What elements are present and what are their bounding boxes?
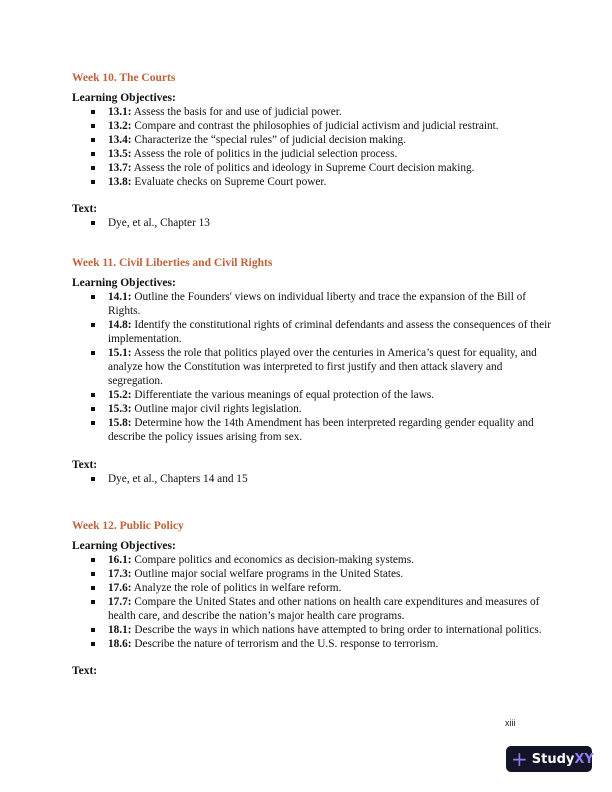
objective-item: [108, 133, 552, 147]
objective-item: [108, 402, 552, 416]
objective-item: [108, 290, 552, 318]
objective-id: 17.6:: [108, 582, 132, 594]
objective-text: Determine how the 14th Amendment has been interpreted regarding gender equality and describe the policy issues arising from sex.: [108, 417, 534, 443]
learning-objectives-label: Learning Objectives:: [72, 540, 176, 552]
learning-objectives-label: Learning Objectives:: [72, 92, 176, 104]
objective-id: 13.2:: [108, 120, 132, 132]
logo-accent: XY: [574, 751, 594, 767]
logo-text: Study: [531, 751, 575, 767]
objectives-list: [72, 290, 552, 444]
objective-id: 15.8:: [108, 417, 132, 429]
objective-text: Compare the United States and other nations on health care expenditures and measures of health care, and describe the nation’s major health care programs.: [108, 596, 540, 622]
objective-item: [108, 105, 552, 119]
objective-text: Characterize the “special rules” of judicial decision making.: [134, 134, 407, 146]
week-section: [72, 256, 552, 486]
text-label: Text:: [72, 665, 98, 677]
objective-item: [108, 147, 552, 161]
objective-text: Analyze the role of politics in welfare reform.: [133, 582, 342, 594]
objective-text: Describe the nature of terrorism and the U.S. response to terrorism.: [134, 638, 439, 650]
objective-text: Compare politics and economics as decision-making systems.: [134, 554, 414, 566]
objective-text: Outline the Founders' views on individual liberty and trace the expansion of the Bill of Rights.: [108, 291, 527, 317]
objective-id: 18.1:: [108, 624, 132, 636]
objective-text: Outline major civil rights legislation.: [134, 403, 302, 415]
text-label: Text:: [72, 203, 98, 215]
objective-item: [108, 388, 552, 402]
objective-id: 18.6:: [108, 638, 132, 650]
page-number: xiii: [505, 718, 516, 728]
objective-text: Outline major social welfare programs in the United States.: [134, 568, 404, 580]
objective-item: [108, 553, 552, 567]
objective-item: [108, 416, 552, 444]
objectives-list: [72, 553, 552, 651]
week-heading: Week 11. Civil Liberties and Civil Rights: [72, 257, 273, 269]
objectives-list: [72, 105, 552, 189]
text-item: Dye, et al., Chapter 13: [108, 216, 552, 230]
objective-id: 17.3:: [108, 568, 132, 580]
objective-text: Evaluate checks on Supreme Court power.: [134, 176, 327, 188]
objective-item: [108, 637, 552, 651]
objective-id: 14.1:: [108, 291, 132, 303]
week-heading: Week 10. The Courts: [72, 72, 176, 84]
objective-text: Assess the role of politics in the judicial selection process.: [133, 148, 398, 160]
studyxy-logo[interactable]: [506, 746, 592, 772]
text-item: Dye, et al., Chapters 14 and 15: [108, 472, 552, 486]
objective-item: [108, 623, 552, 637]
week-section: [72, 519, 552, 678]
objective-id: 13.8:: [108, 176, 132, 188]
objective-item: [108, 175, 552, 189]
objective-item: [108, 581, 552, 595]
objective-id: 15.3:: [108, 403, 132, 415]
objective-id: 14.8:: [108, 319, 132, 331]
objective-text: Identify the constitutional rights of criminal defendants and assess the consequences of their implementation.: [108, 319, 551, 345]
objective-item: [108, 119, 552, 133]
objective-id: 17.7:: [108, 596, 132, 608]
objective-id: 13.5:: [108, 148, 132, 160]
objective-id: 13.4:: [108, 134, 132, 146]
learning-objectives-label: Learning Objectives:: [72, 277, 176, 289]
objective-id: 13.7:: [108, 162, 132, 174]
objective-text: Assess the role of politics and ideology in Supreme Court decision making.: [133, 162, 475, 174]
text-label: Text:: [72, 459, 98, 471]
week-section: [72, 71, 552, 230]
objective-id: 15.2:: [108, 389, 132, 401]
objective-text: Differentiate the various meanings of equal protection of the laws.: [134, 389, 435, 401]
objective-item: [108, 567, 552, 581]
objective-item: [108, 318, 552, 346]
objective-item: [108, 161, 552, 175]
objective-text: Describe the ways in which nations have attempted to bring order to international politics.: [134, 624, 542, 636]
objective-id: 16.1:: [108, 554, 132, 566]
objective-text: Assess the basis for and use of judicial power.: [133, 106, 342, 118]
objective-item: [108, 346, 552, 388]
week-heading: Week 12. Public Policy: [72, 520, 184, 532]
objective-id: 13.1:: [108, 106, 132, 118]
objective-id: 15.1:: [108, 347, 132, 359]
objective-item: [108, 595, 552, 623]
plus-icon: +: [511, 747, 528, 771]
objective-text: Assess the role that politics played over the centuries in America’s quest for equality, and analyze how the Constitution was interpreted to first justify and then attack slavery and segregation.: [108, 347, 537, 387]
objective-text: Compare and contrast the philosophies of judicial activism and judicial restraint.: [134, 120, 499, 132]
